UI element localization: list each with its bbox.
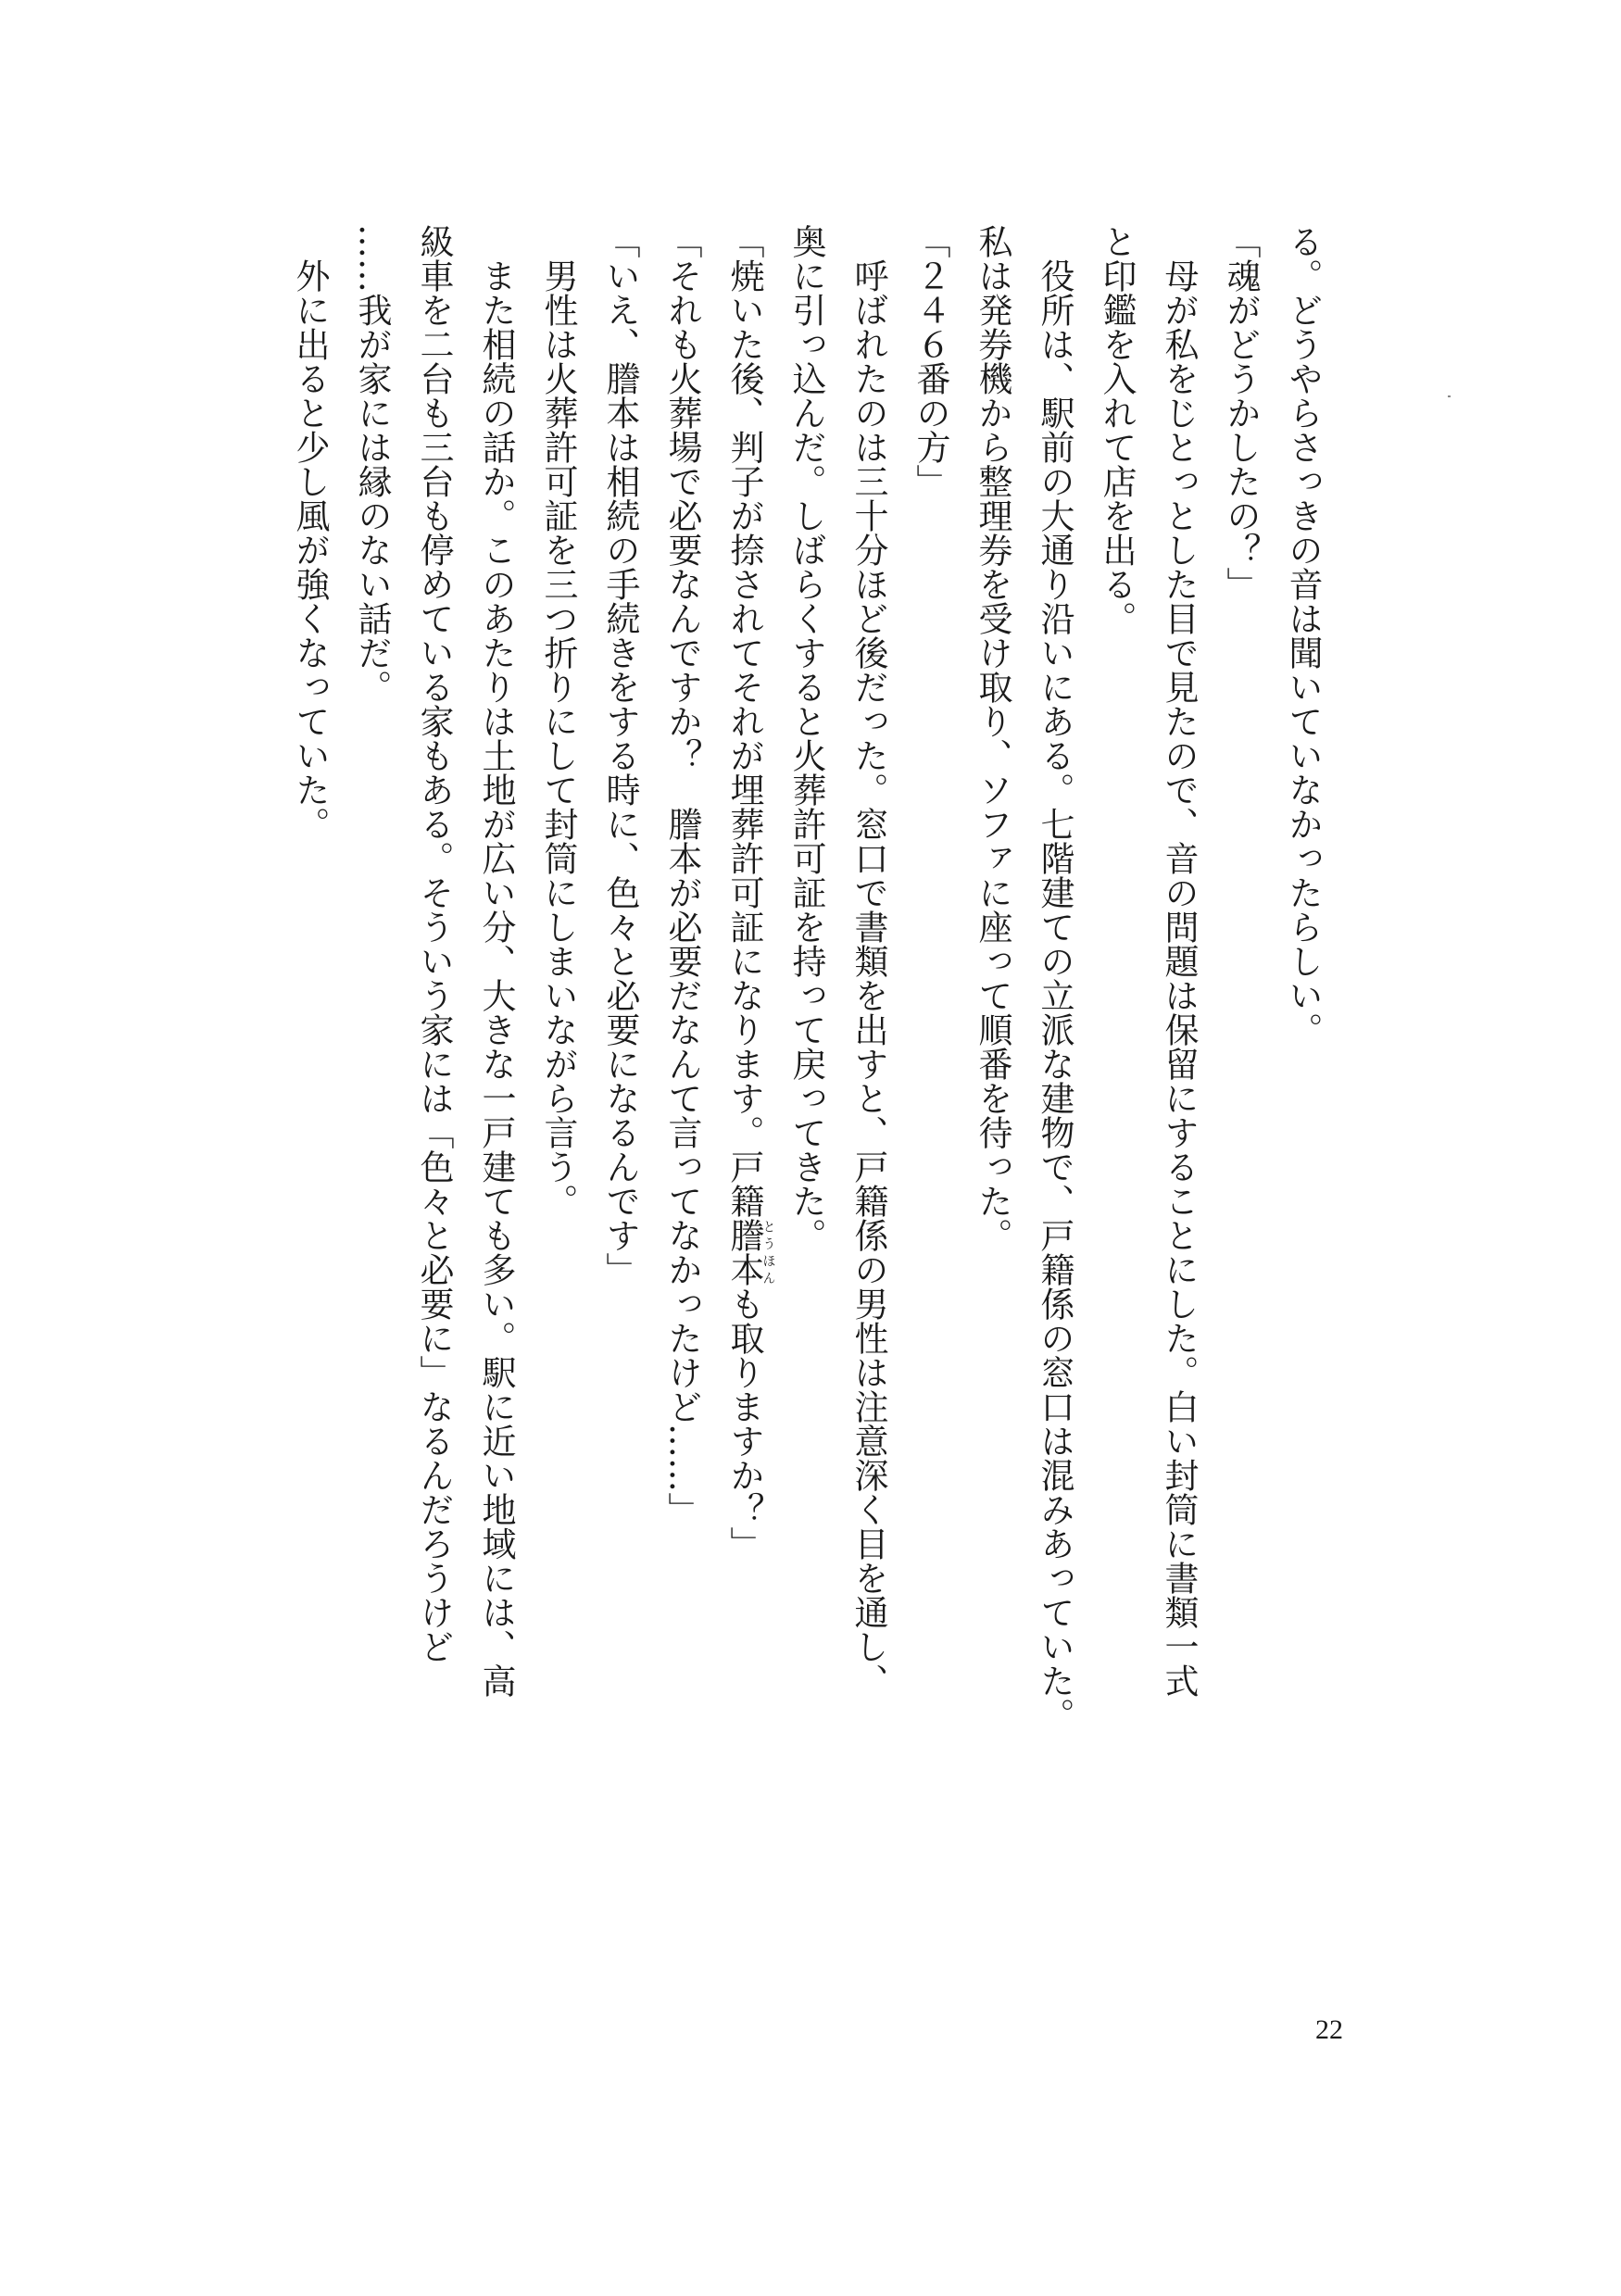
text-line-with-ruby: 「焼いた後、判子が捺されてそれが埋葬許可証になります。戸籍謄本とうほんも取りますか？」 <box>724 224 776 1561</box>
text-line: 男性は火葬許可証を三つ折りにして封筒にしまいながら言う。 <box>538 224 578 1218</box>
scan-speck <box>1448 395 1451 397</box>
text-line: 外に出ると少し風が強くなっていた。 <box>290 224 330 841</box>
text-line: 「魂がどうかしたの？」 <box>1221 224 1261 601</box>
text-line: 級車を二台も三台も停めている家もある。そういう家には「色々と必要に」なるんだろうけど <box>414 224 454 1663</box>
ruby-reading: とうほん <box>760 1218 776 1286</box>
text-line: 「２４６番の方」 <box>911 224 950 498</box>
page-number: 22 <box>1315 2014 1343 2045</box>
text-line: る。どうやらさっきの音は聞いていなかったらしい。 <box>1283 224 1323 1047</box>
text-line: 呼ばれたのは三十分ほど後だった。窓口で書類を出すと、戸籍係の男性は注意深く目を通し、 <box>848 224 888 1698</box>
text-line: また相続の話か。このあたりは土地が広い分、大きな一戸建ても多い。駅に近い地域には、高 <box>476 224 516 1698</box>
text-line: と印鑑を入れて店を出る。 <box>1097 224 1137 635</box>
text-line: ……我が家には縁のない話だ。 <box>352 224 392 704</box>
text-line: 奥に引っ込んだ。しばらくすると火葬許可証を持って戻ってきた。 <box>786 224 826 1252</box>
text-line: 「それも火葬場で必要なんですか？ 謄本が必要だなんて言ってなかったけど……」 <box>662 224 702 1526</box>
vertical-text-body <box>290 224 1334 1873</box>
text-line: 私は発券機から整理券を受け取り、ソファに座って順番を待った。 <box>973 224 1012 1252</box>
ruby-annotation: 謄本とうほん <box>724 1218 776 1286</box>
text-line: 「いえ、謄本は相続の手続きをする時に、色々と必要になるんです」 <box>600 224 640 1286</box>
text-line: 役所は、駅前の大通り沿いにある。七階建ての立派な建物で、戸籍係の窓口は混みあっていた。 <box>1035 224 1074 1732</box>
text-line: 母が私をじとっとした目で見たので、音の問題は保留にすることにした。白い封筒に書類一式 <box>1159 224 1199 1698</box>
